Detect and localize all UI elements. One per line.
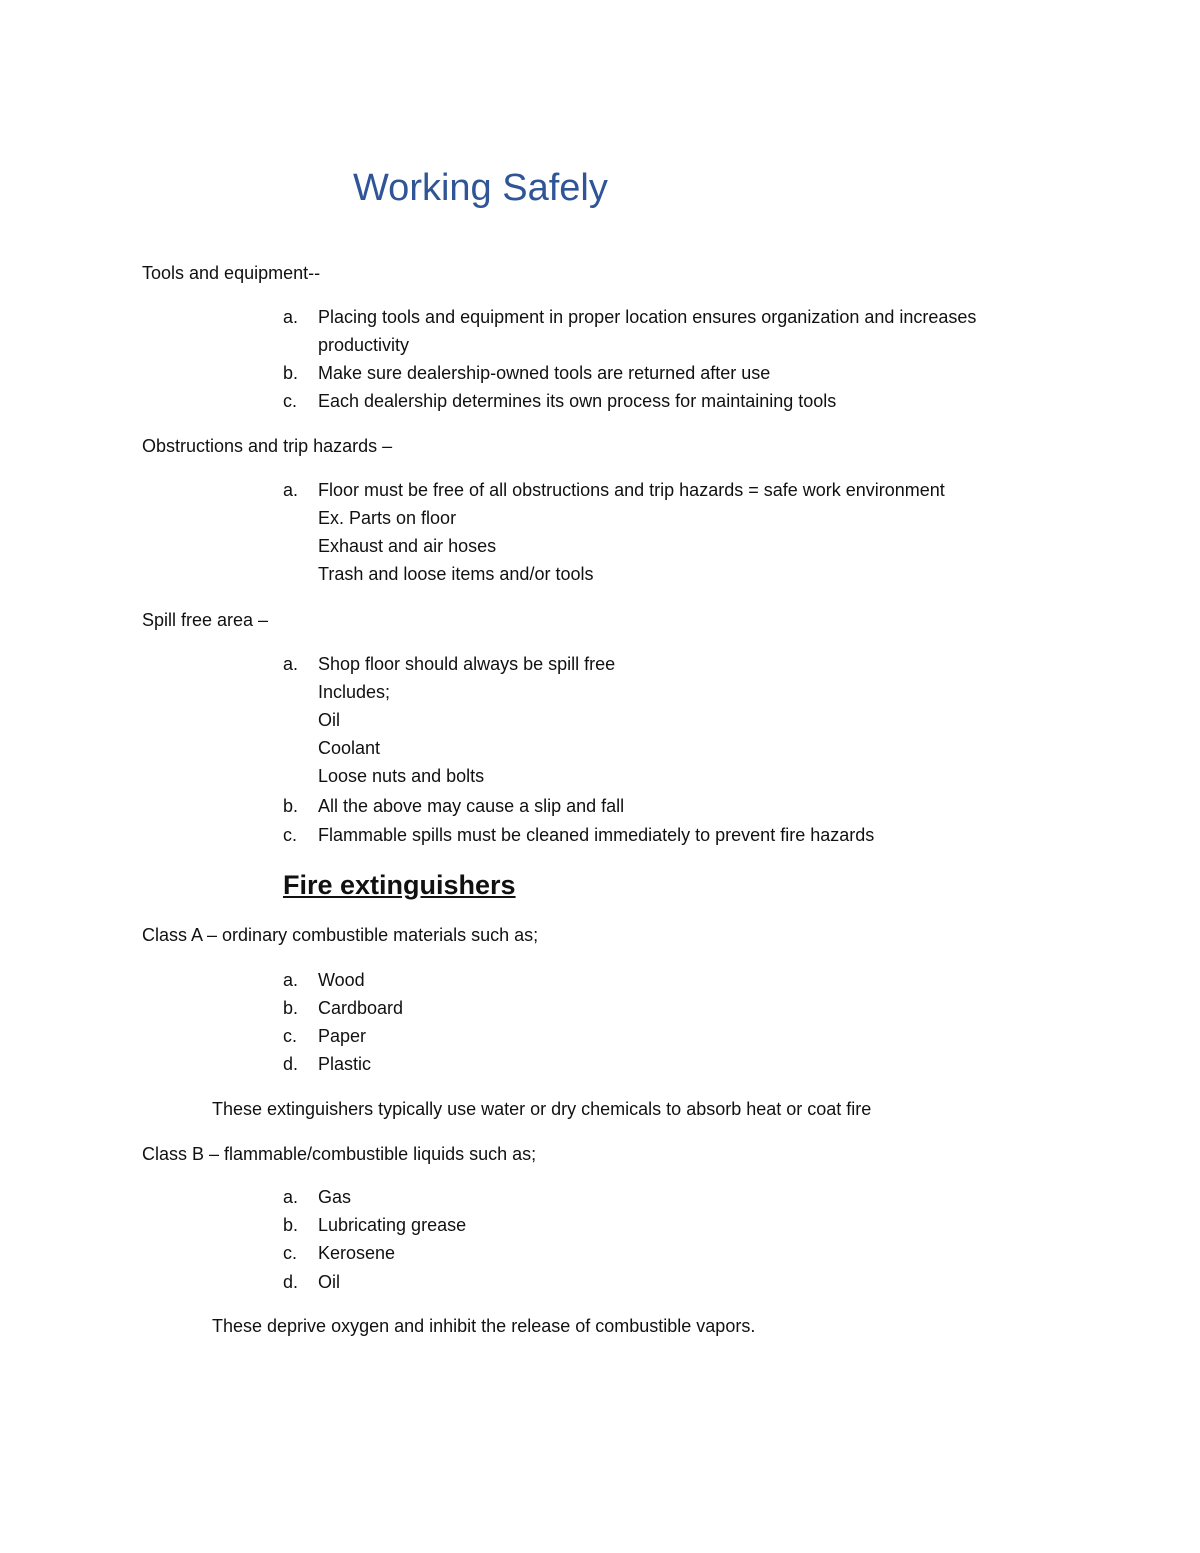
list-item-text: All the above may cause a slip and fall: [318, 796, 625, 816]
list-label: a.: [283, 1187, 299, 1207]
list-item-text: Placing tools and equipment in proper location ensures organization and increases: [318, 307, 977, 327]
page-title: Working Safely: [353, 167, 608, 209]
list-item-text: Coolant: [318, 738, 381, 758]
list-item-text: Plastic: [318, 1054, 372, 1074]
section-heading-class-a: Class A – ordinary combustible materials such as;: [142, 925, 539, 945]
list-label: d.: [283, 1272, 299, 1292]
list-item-text: Includes;: [318, 682, 391, 702]
list-item-text: Paper: [318, 1026, 367, 1046]
list-label: c.: [283, 825, 298, 845]
section-heading-obstructions: Obstructions and trip hazards –: [142, 436, 393, 456]
section-heading-class-b: Class B – flammable/combustible liquids such as;: [142, 1144, 537, 1164]
list-label: d.: [283, 1054, 299, 1074]
list-label: b.: [283, 363, 299, 383]
list-label: c.: [283, 391, 298, 411]
list-item-text: Ex. Parts on floor: [318, 508, 457, 528]
list-item-text: Cardboard: [318, 998, 404, 1018]
section-heading-tools: Tools and equipment--: [142, 263, 321, 283]
list-label: b.: [283, 1215, 299, 1235]
list-item-text: Loose nuts and bolts: [318, 766, 485, 786]
list-label: b.: [283, 998, 299, 1018]
section-heading-spill: Spill free area –: [142, 610, 269, 630]
list-label: b.: [283, 796, 299, 816]
list-label: a.: [283, 480, 299, 500]
list-label: a.: [283, 970, 299, 990]
list-item-text: productivity: [318, 335, 410, 355]
list-label: a.: [283, 654, 299, 674]
list-label: a.: [283, 307, 299, 327]
fire-extinguishers-heading: Fire extinguishers: [283, 870, 516, 900]
list-item-text: Exhaust and air hoses: [318, 536, 497, 556]
list-item-text: Each dealership determines its own process for maintaining tools: [318, 391, 837, 411]
list-item-text: Flammable spills must be cleaned immediately to prevent fire hazards: [318, 825, 875, 845]
list-item-text: Wood: [318, 970, 365, 990]
class-b-note: These deprive oxygen and inhibit the release of combustible vapors.: [212, 1316, 756, 1336]
list-item-text: Gas: [318, 1187, 352, 1207]
list-item-text: Lubricating grease: [318, 1215, 467, 1235]
list-label: c.: [283, 1243, 298, 1263]
list-label: c.: [283, 1026, 298, 1046]
list-item-text: Trash and loose items and/or tools: [318, 564, 594, 584]
class-a-note: These extinguishers typically use water or dry chemicals to absorb heat or coat fire: [212, 1099, 872, 1119]
list-item-text: Shop floor should always be spill free: [318, 654, 616, 674]
list-item-text: Oil: [318, 1272, 340, 1292]
list-item-text: Make sure dealership-owned tools are returned after use: [318, 363, 771, 383]
list-item-text: Oil: [318, 710, 340, 730]
list-item-text: Kerosene: [318, 1243, 396, 1263]
list-item-text: Floor must be free of all obstructions and trip hazards = safe work environment: [318, 480, 945, 500]
